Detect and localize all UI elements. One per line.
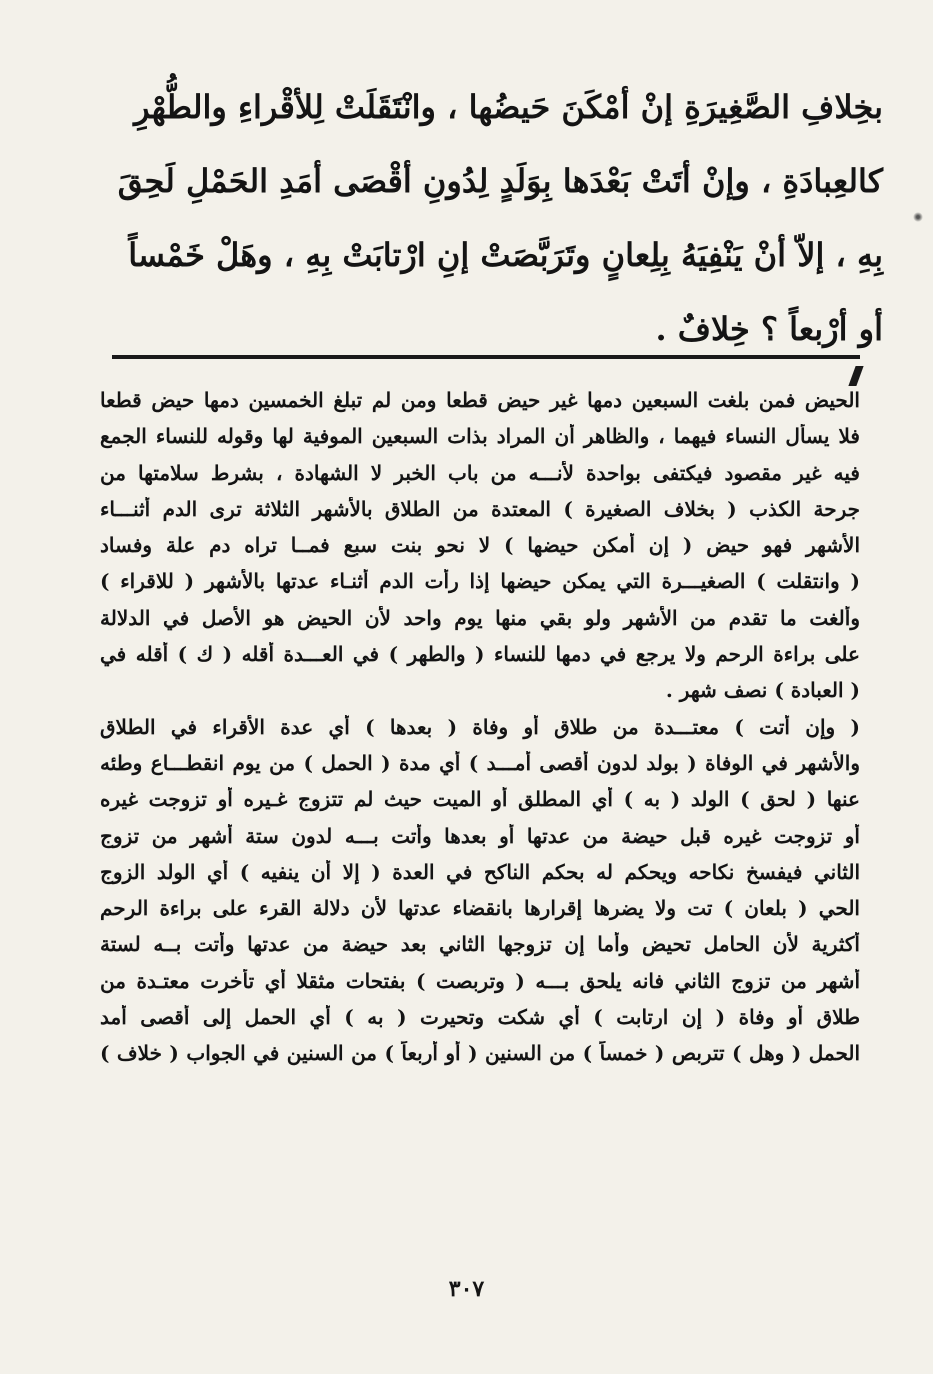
main-text-line: كالعِبادَةِ ، وإنْ أتَتْ بَعْدَها بِوَلَدٍ لِدُونِ أقْصَى أمَدِ الحَمْلِ لَحِقَ — [117, 162, 883, 200]
commentary-line: على براءة الرحم ولا يرجع في دمها للنساء ( والطهر ) في العـــدة أقله ( ك ) أقله في — [100, 642, 860, 667]
main-text-line: بِهِ ، إلاّ أنْ يَنْفِيَهُ بِلِعانٍ وتَرَبَّصَتْ إنِ ارْتابَتْ بِهِ ، وهَلْ خَمْساً — [128, 236, 883, 274]
commentary-line: الحيض فمن بلغت السبعين دمها غير حيض قطعا ومن لم تبلغ الخمسين دمها حيض قطعا — [100, 388, 860, 412]
main-text-line: بخِلافِ الصَّغِيرَةِ إنْ أمْكَنَ حَيضُها ، وانْتَقَلَتْ لِلأقْراءِ والطُّهْرِ — [134, 88, 883, 126]
commentary-line: الأشهر فهو حيض ( إن أمكن حيضها ) لا نحو بنت سبع فمــا تراه دم علة وفساد — [100, 533, 860, 558]
commentary-line: ( وإن أتت ) معتـــدة من طلاق أو وفاة ( بعدها ) أي عدة الأقراء في الطلاق — [100, 714, 860, 739]
commentary-line: والأشهر في الوفاة ( بولد لدون أقصى أمـــد ) أي مدة ( الحمل ) من يوم انقطـــاع وطئه — [100, 750, 860, 775]
scan-speck — [913, 212, 923, 222]
main-text-line: أو أرْبعاً ؟ خِلافٌ . — [655, 310, 883, 348]
commentary-line: الثاني فيفسخ نكاحه ويحكم له بحكم الناكح في العدة ( إلا أن ينفيه ) أي الولد الزوج — [100, 859, 860, 884]
commentary-line: فيه غير مقصود فيكتفى بواحدة لأنـــه من باب الخبر لا الشهادة ، بشرط سلامتها من — [100, 460, 860, 485]
commentary-line: ( العبادة ) نصف شهر . — [665, 678, 860, 703]
commentary-line: جرحة الكذب ( بخلاف الصغيرة ) المعتدة من الطلاق بالأشهر الثلاثة ترى الدم أثنـــاء — [100, 496, 860, 521]
commentary-line: وألغت ما تقدم من الأشهر ولو بقي منها يوم واحد لأن الحيض هو الأصل في الدلالة — [100, 605, 860, 630]
commentary-line: طلاق أو وفاة ( إن ارتابت ) أي شكت وتحيرت ( به ) أي الحمل إلى أقصى أمد — [100, 1005, 860, 1030]
commentary-line: الحمل ( وهل ) تتربص ( خمساً ) من السنين ( أو أربعاً ) من السنين في الجواب ( خلاف ) — [100, 1041, 860, 1066]
commentary-line: أشهر من تزوج الثاني فانه يلحق بـــه ( وتربصت ) بفتحات مثقلا أي تأخرت معتـدة من — [100, 968, 860, 993]
page-number: ٣٠٧ — [448, 1276, 485, 1302]
commentary-block — [100, 388, 860, 1078]
commentary-line: ( وانتقلت ) الصغيـــرة التي يمكن حيضها إذا رأت الدم أثنـاء عدتها بالأشهر ( للاقراء ) — [100, 569, 860, 594]
commentary-line: أكثرية لأن الحامل تحيض وأما إن تزوجها الثاني بعد حيضة من عدتها وأتت بــه لستة — [100, 932, 860, 957]
main-text-block — [117, 88, 883, 384]
commentary-line: فلا يسأل النساء فيهما ، والظاهر أن المراد بذات السبعين الموفية لها وقوله للنساء الجمع — [100, 424, 860, 449]
commentary-line: عنها ( لحق ) الولد ( به ) أي المطلق أو الميت حيث لم تتزوج غـيره أو تزوجت غيره — [100, 787, 860, 812]
separator-rule — [112, 355, 860, 359]
commentary-line: الحي ( بلعان ) تت ولا يضرها إقرارها بانقضاء عدتها لأن دلالة القرء على براءة الرحم — [100, 896, 860, 921]
commentary-line: أو تزوجت غيره قبل حيضة من عدتها أو بعدها وأتت بـــه لدون ستة أشهر من تزوج — [100, 823, 860, 848]
